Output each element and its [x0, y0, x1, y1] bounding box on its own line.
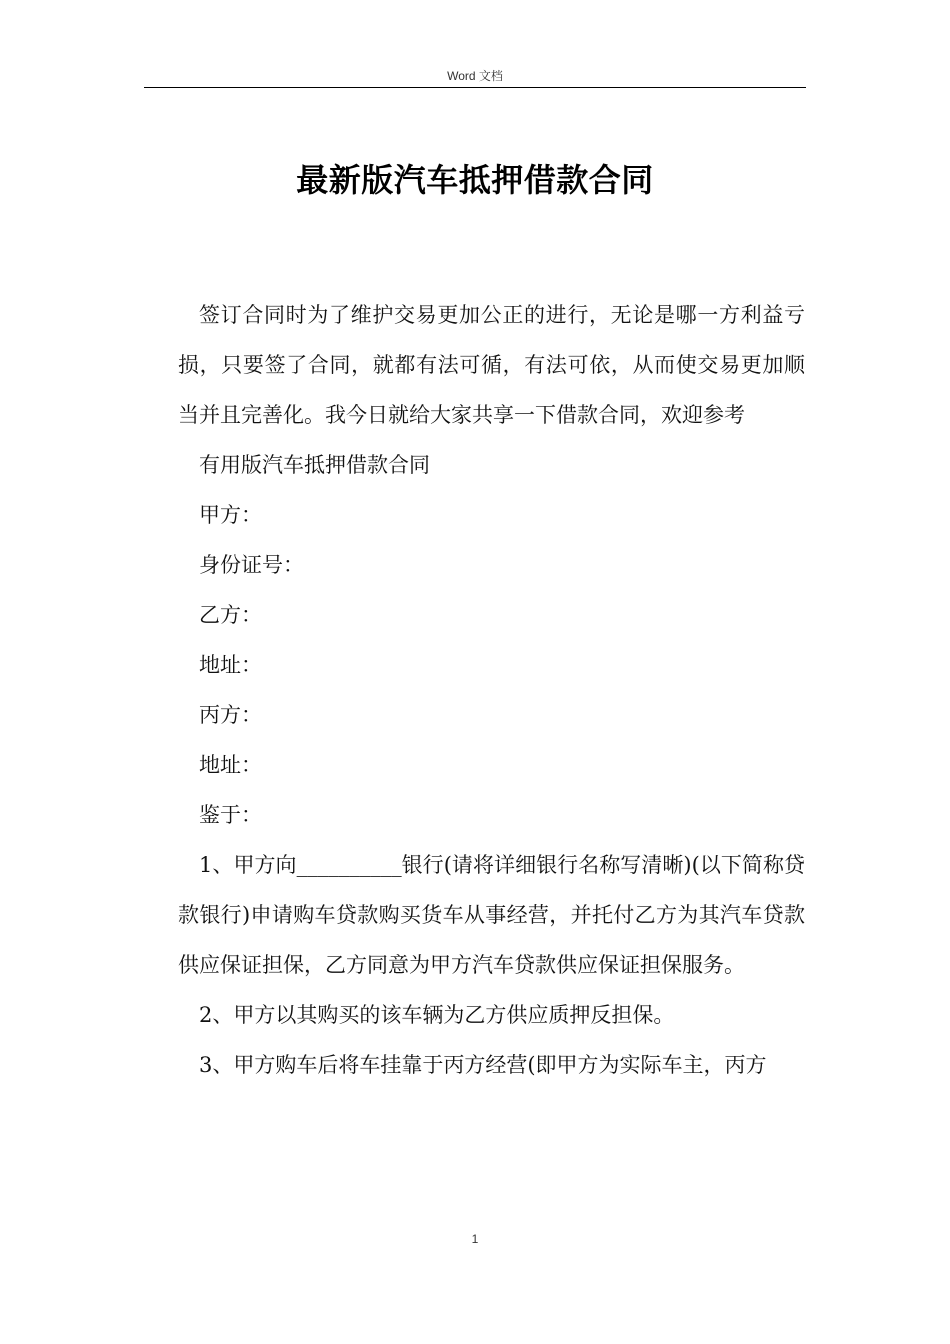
clause-3: 3、甲方购车后将车挂靠于丙方经营(即甲方为实际车主，丙方 — [199, 1053, 767, 1077]
party-b-address-field: 地址： — [199, 653, 262, 677]
clause-2: 2、甲方以其购买的该车辆为乙方供应质押反担保。 — [199, 1003, 675, 1027]
id-number-field: 身份证号： — [199, 553, 304, 577]
page-header-label: Word 文档 — [447, 69, 503, 83]
document-title: 最新版汽车抵押借款合同 — [296, 161, 654, 199]
intro-paragraph: 签订合同时为了维护交易更加公正的进行，无论是哪一方利益亏损，只要签了合同，就都有法可循，有法可依，从而使交易更加顺当并且完善化。我今日就给大家共享一下借款合同，欢迎参考 — [178, 303, 805, 427]
party-b-field: 乙方： — [199, 603, 262, 627]
party-a-field: 甲方： — [199, 503, 262, 527]
party-c-field: 丙方： — [199, 703, 262, 727]
header-divider — [144, 87, 806, 88]
page-number: 1 — [471, 1232, 479, 1246]
whereas-heading: 鉴于： — [199, 803, 262, 827]
document-body — [178, 290, 805, 1090]
contract-subtitle: 有用版汽车抵押借款合同 — [199, 453, 430, 477]
party-c-address-field: 地址： — [199, 753, 262, 777]
clause-1: 1、甲方向__________银行(请将详细银行名称写清晰)(以下简称贷款银行)申请购车贷款购买货车从事经营，并托付乙方为其汽车贷款供应保证担保，乙方同意为甲方汽车贷款供应保证担保服务。 — [178, 853, 805, 977]
